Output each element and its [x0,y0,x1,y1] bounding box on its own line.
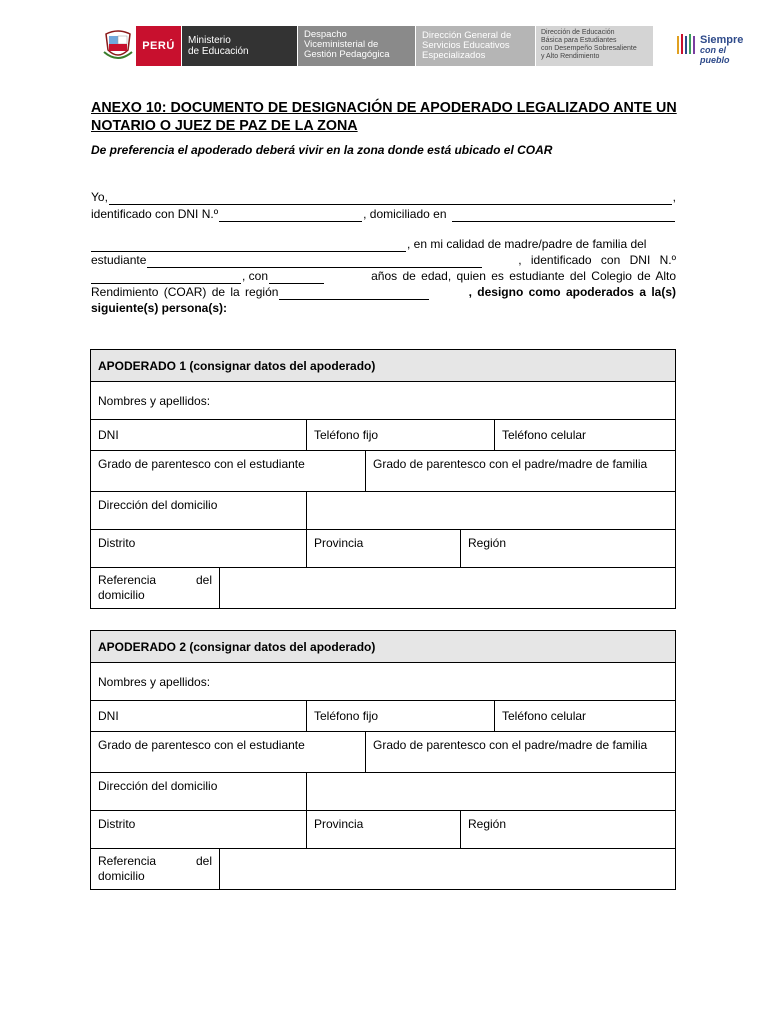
apoderado-2-dni-field[interactable]: DNI [98,709,119,723]
apoderado-2-parentesco-estudiante-field[interactable]: Grado de parentesco con el estudiante [98,738,305,752]
apoderado-2-table [90,630,676,890]
student-dni-label: , identificado con DNI N.º [518,253,676,267]
apoderado-1-telefono-celular-field[interactable]: Teléfono celular [494,420,675,450]
direccion-general-label: Dirección General de Servicios Educativos Especializados [415,26,535,66]
despacho-label: Despacho Viceministerial de Gestión Pedagógica [297,26,415,66]
ministerio-label: Ministerio de Educación [181,26,297,66]
calidad-label: , en mi calidad de madre/padre de familia del [407,237,647,251]
con-label: , con [242,269,269,283]
apoderado-2-referencia-field[interactable] [219,849,675,889]
apoderado-2-distrito-field[interactable]: Distrito [98,817,136,831]
apoderado-1-region-field[interactable]: Región [460,530,675,567]
apoderado-2-region-field[interactable]: Región [460,811,675,848]
student-paragraph [91,236,676,316]
apoderado-1-referencia-field[interactable] [219,568,675,608]
apoderado-1-heading: APODERADO 1 (consignar datos del apoderado) [98,358,376,373]
apoderado-1-direccion-label: Dirección del domicilio [98,498,218,512]
document-subtitle: De preferencia el apoderado deberá vivir en la zona donde está ubicado el COAR [91,143,553,157]
comma-label: , [672,190,676,204]
apoderado-1-direccion-field[interactable] [306,492,675,529]
siguientes-label: siguiente(s) persona(s): [91,301,228,315]
peru-label: PERÚ [136,26,181,66]
siempre-text: Siempre [700,34,744,46]
address-continuation-blank[interactable] [91,240,406,252]
apoderado-1-dni-field[interactable]: DNI [98,428,119,442]
anos-label: años de edad, quien es estudiante del Colegio de Alto [371,269,676,283]
siempre-con-el-pueblo-logo [676,30,746,65]
apoderado-1-distrito-field[interactable]: Distrito [98,536,136,550]
apoderado-2-provincia-field[interactable]: Provincia [306,811,460,848]
apoderado-1-nombres-field[interactable]: Nombres y apellidos: [98,393,211,408]
apoderado-1-provincia-field[interactable]: Provincia [306,530,460,567]
apoderado-1-telefono-fijo-field[interactable]: Teléfono fijo [306,420,494,450]
estudiante-label: estudiante [91,253,147,267]
dni-label: identificado con DNI N.º [91,207,219,221]
declarant-address-blank[interactable] [452,210,676,222]
apoderado-1-parentesco-estudiante-field[interactable]: Grado de parentesco con el estudiante [98,457,305,471]
apoderado-2-referencia-label: Referencia del domicilio [98,854,212,883]
declarant-dni-blank[interactable] [219,210,362,222]
document-title: ANEXO 10: DOCUMENTO DE DESIGNACIÓN DE APODERADO LEGALIZADO ANTE UN NOTARIO O JUEZ DE PAZ DE LA ZONA [91,100,677,134]
apoderado-2-heading: APODERADO 2 (consignar datos del apoderado) [98,639,376,654]
domiciliado-label: , domiciliado en [363,207,447,221]
apoderado-1-referencia-label: Referencia del domicilio [98,573,212,602]
apoderado-1-table [90,349,676,609]
student-dni-blank[interactable] [91,272,241,284]
direccion-educacion-label: Dirección de Educación Básica para Estudiantes con Desempeño Sobresaliente y Alto Rendimiento [535,26,653,66]
institutional-header [100,26,670,66]
apoderado-1-parentesco-padre-field[interactable]: Grado de parentesco con el padre/madre de familia [365,451,675,491]
yo-label: Yo, [91,190,108,204]
pueblo-text: con el pueblo [700,45,730,65]
declarant-name-blank[interactable] [109,193,672,205]
student-name-blank[interactable] [147,256,482,268]
apoderado-2-direccion-label: Dirección del domicilio [98,779,218,793]
apoderado-2-telefono-fijo-field[interactable]: Teléfono fijo [306,701,494,731]
designo-label: , designo como apoderados a la(s) [468,285,676,299]
rendimiento-label: Rendimiento (COAR) de la región [91,285,279,299]
apoderado-2-nombres-field[interactable]: Nombres y apellidos: [98,674,211,689]
siempre-logo-icon [676,32,698,56]
peru-coat-of-arms-icon [100,26,136,64]
apoderado-2-telefono-celular-field[interactable]: Teléfono celular [494,701,675,731]
apoderado-2-direccion-field[interactable] [306,773,675,810]
declarant-paragraph [91,189,676,222]
region-blank[interactable] [279,288,429,300]
apoderado-2-parentesco-padre-field[interactable]: Grado de parentesco con el padre/madre de familia [365,732,675,772]
student-age-blank[interactable] [269,272,324,284]
